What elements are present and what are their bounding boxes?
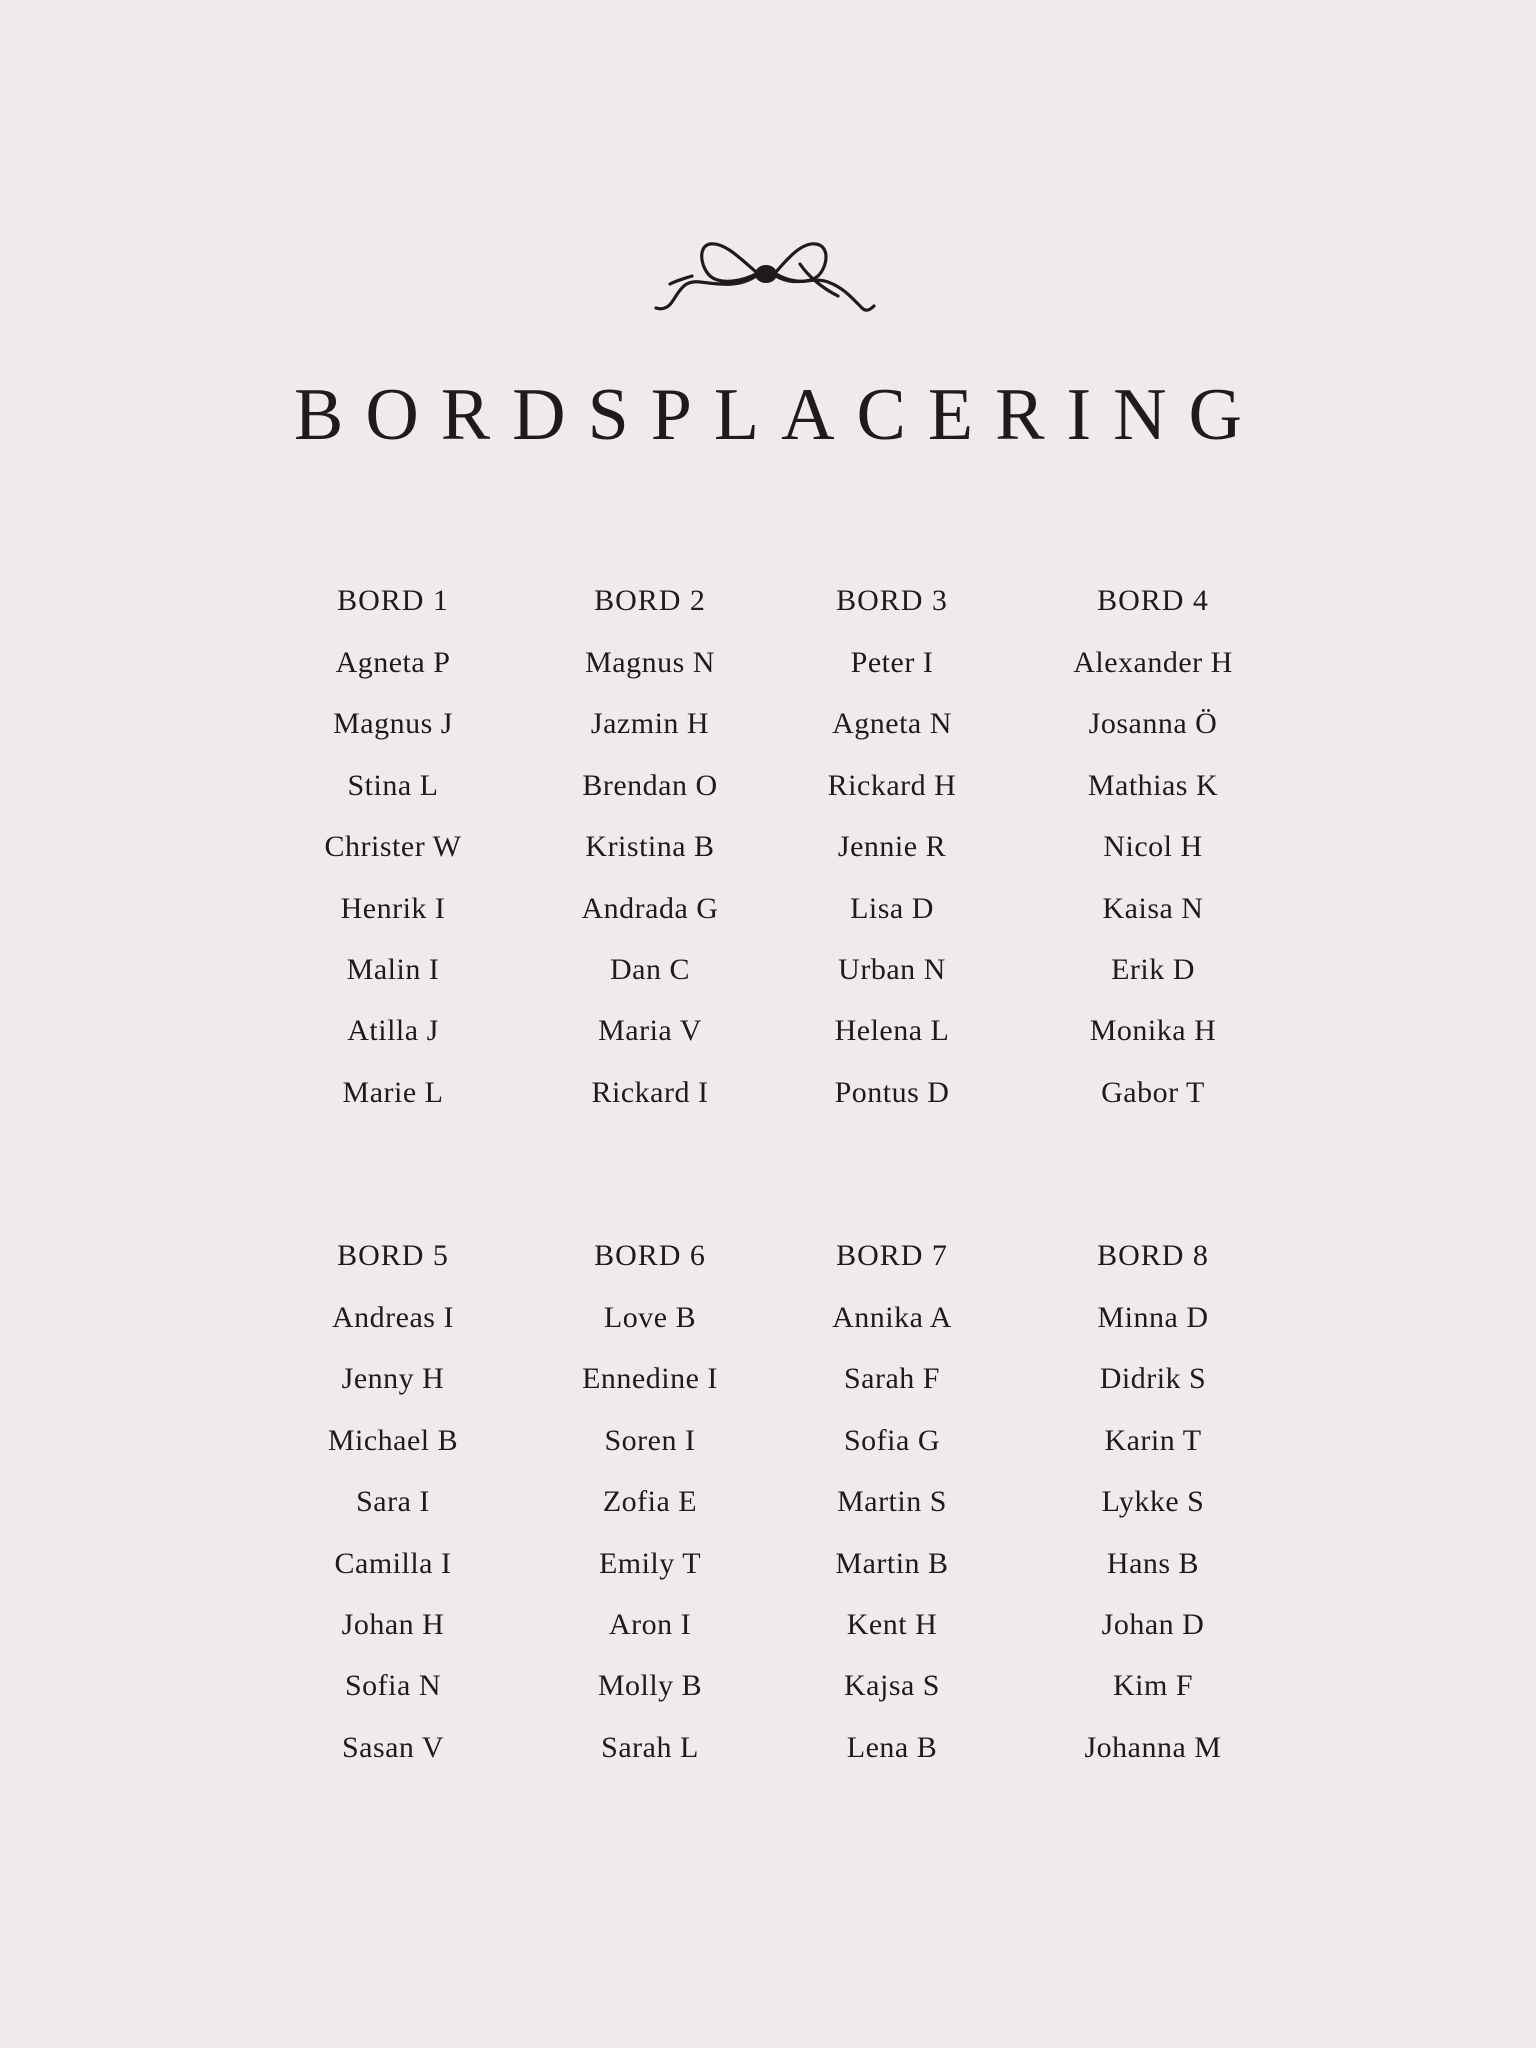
guest-name: Jazmin H [590,707,710,741]
table-card-7 [762,1225,1022,1778]
guest-name: Sarah L [601,1730,699,1764]
guest-name: Sara I [356,1485,430,1519]
guest-name: Kajsa S [844,1669,940,1703]
table-card-8 [1023,1225,1283,1778]
guest-name: Erik D [1111,952,1195,986]
guest-name: Andreas I [332,1301,454,1334]
guest-list [520,1287,780,1778]
guest-name: Lisa D [850,891,934,925]
guest-name: Mathias K [1087,768,1219,802]
guest-name: Gabor T [1101,1075,1205,1109]
guest-name: Kristina B [585,830,715,864]
guest-name: Martin S [837,1485,947,1519]
guest-name: Johanna M [1084,1730,1222,1764]
table-heading: BORD 4 [1097,584,1209,617]
guest-name: Johan H [341,1607,445,1641]
guest-name: Hans B [1106,1546,1200,1580]
guest-name: Zofia E [602,1485,698,1519]
guest-name: Sarah F [844,1362,940,1396]
guest-name: Sofia G [844,1423,940,1457]
guest-name: Marie L [342,1075,444,1109]
guest-name: Karin T [1104,1423,1202,1457]
table-heading: BORD 3 [836,584,948,617]
guest-name: Ennedine I [582,1362,718,1396]
guest-name: Camilla I [334,1546,452,1580]
guest-name: Molly B [597,1669,703,1703]
guest-name: Love B [603,1301,697,1334]
guest-name: Soren I [604,1423,696,1457]
guest-name: Kaisa N [1102,891,1204,925]
guest-name: Brendan O [582,768,718,802]
guest-name: Johan D [1101,1607,1205,1641]
guest-name: Sasan V [341,1730,445,1764]
table-card-6 [520,1225,780,1778]
table-heading: BORD 5 [337,1239,449,1272]
guest-name: Emily T [598,1546,702,1580]
table-card-1 [263,570,523,1123]
guest-name: Helena L [834,1014,950,1048]
guest-name: Christer W [324,830,462,864]
guest-list [762,632,1022,1123]
table-heading: BORD 2 [594,584,706,617]
guest-list [1023,1287,1283,1778]
guest-name: Malin I [346,952,440,986]
guest-name: Urban N [838,952,946,986]
page-title: BORDSPLACERING [294,374,1264,456]
guest-name: Lena B [846,1730,938,1764]
guest-list [263,632,523,1123]
table-card-4 [1023,570,1283,1123]
guest-name: Rickard H [827,768,957,802]
guest-name: Magnus N [585,646,715,679]
guest-name: Michael B [327,1423,459,1457]
table-heading: BORD 6 [594,1239,706,1272]
guest-name: Sofia N [345,1669,441,1703]
guest-name: Aron I [608,1607,692,1641]
table-card-3 [762,570,1022,1123]
table-card-5 [263,1225,523,1778]
guest-name: Agneta P [335,646,451,679]
guest-name: Kent H [846,1607,938,1641]
table-heading: BORD 8 [1097,1239,1209,1272]
guest-name: Alexander H [1073,646,1233,679]
guest-name: Josanna Ö [1088,707,1218,741]
guest-name: Pontus D [834,1075,950,1109]
guest-name: Maria V [598,1014,702,1048]
guest-name: Andrada G [581,891,719,925]
table-card-2 [520,570,780,1123]
guest-name: Atilla J [347,1014,439,1048]
guest-name: Jenny H [341,1362,445,1396]
guest-name: Henrik I [340,891,446,925]
guest-name: Lykke S [1101,1485,1205,1519]
guest-name: Didrik S [1099,1362,1207,1396]
guest-name: Peter I [850,646,934,679]
guest-list [762,1287,1022,1778]
table-heading: BORD 1 [337,584,449,617]
guest-name: Dan C [610,952,690,986]
guest-name: Rickard I [591,1075,709,1109]
guest-list [520,632,780,1123]
guest-name: Nicol H [1103,830,1203,864]
guest-name: Minna D [1097,1301,1209,1334]
guest-name: Martin B [835,1546,949,1580]
guest-name: Annika A [832,1301,952,1334]
guest-name: Agneta N [832,707,952,741]
guest-list [263,1287,523,1778]
guest-name: Kim F [1112,1669,1194,1703]
guest-name: Jennie R [837,830,947,864]
guest-name: Stina L [347,768,439,802]
guest-name: Monika H [1089,1014,1217,1048]
guest-list [1023,632,1283,1123]
guest-name: Magnus J [333,707,453,741]
table-heading: BORD 7 [836,1239,948,1272]
